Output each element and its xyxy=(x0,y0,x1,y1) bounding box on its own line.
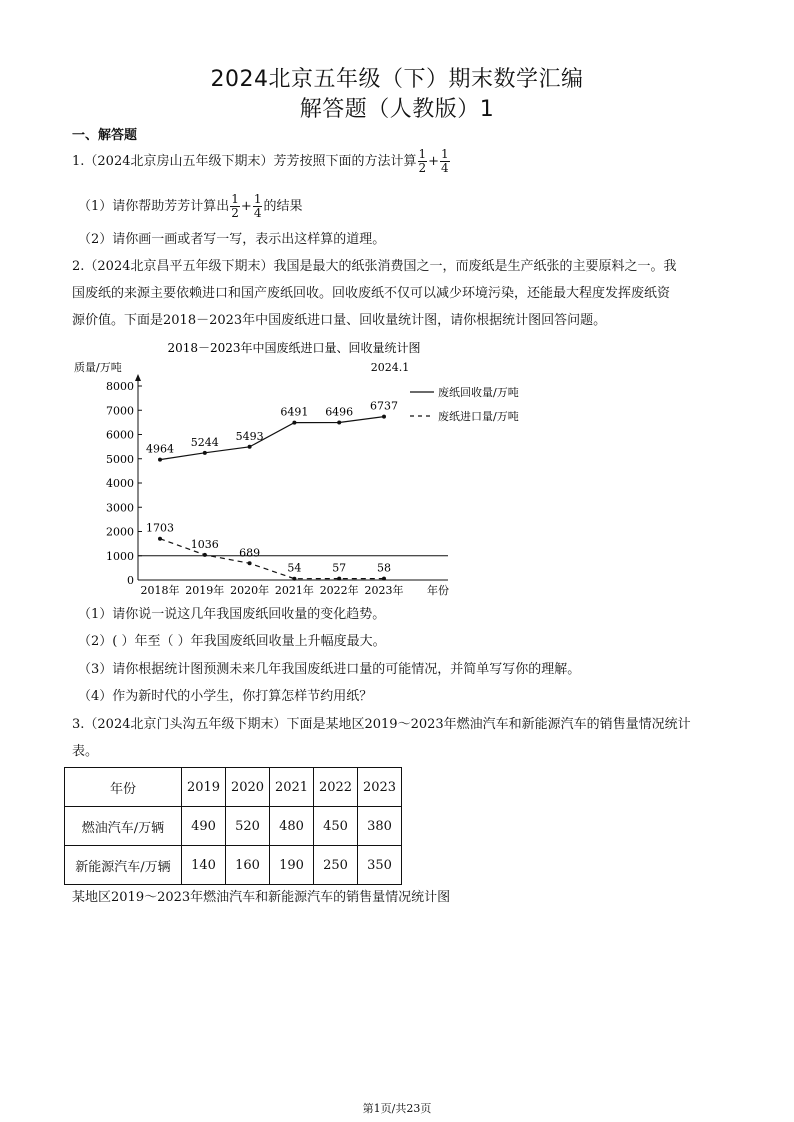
y-axis-arrow xyxy=(135,374,141,381)
table-cell: 2019 xyxy=(182,768,226,807)
table-cell: 520 xyxy=(226,807,270,846)
data-label: 1703 xyxy=(146,521,174,535)
section-heading: 一、解答题 xyxy=(72,128,138,143)
data-point xyxy=(158,537,162,541)
q2-para-line: 2.（2024北京昌平五年级下期末）我国是最大的纸张消费国之一，而废纸是生产纸张的主要原料之一。我 xyxy=(72,259,677,274)
table-cell: 190 xyxy=(270,846,314,885)
q1-sub2: （2）请你画一画或者写一写，表示出这样算的道理。 xyxy=(78,232,386,247)
page-title: 2024北京五年级（下）期末数学汇编 xyxy=(210,67,584,92)
data-point xyxy=(292,577,296,581)
q2-para-line: 国废纸的来源主要依赖进口和国产废纸回收。回收废纸不仅可以减少环境污染，还能最大程度发挥废纸资 xyxy=(72,286,671,301)
page-subtitle: 解答题（人教版）1 xyxy=(299,97,495,122)
y-tick-label: 3000 xyxy=(106,501,134,515)
x-tick-label: 2020年 xyxy=(230,584,270,597)
data-point xyxy=(337,420,341,424)
table-cell: 2023 xyxy=(358,768,402,807)
q3-para-line: 3.（2024北京门头沟五年级下期末）下面是某地区2019～2023年燃油汽车和新能源汽车的销售量情况统计 xyxy=(72,717,691,732)
fraction: $\frac{1}{2}$ xyxy=(231,192,239,220)
data-label: 6737 xyxy=(370,399,398,413)
table-cell: 2022 xyxy=(314,768,358,807)
data-label: 57 xyxy=(332,561,347,575)
q2-sub3: （3）请你根据统计图预测未来几年我国废纸进口量的可能情况，并简单写写你的理解。 xyxy=(78,662,581,677)
y-axis-label: 质量/万吨 xyxy=(74,361,122,374)
table-cell: 450 xyxy=(314,807,358,846)
x-tick-label: 2019年 xyxy=(185,584,225,597)
table-cell: 350 xyxy=(358,846,402,885)
fraction: $\frac{1}{2}$ xyxy=(418,147,427,175)
table-row xyxy=(65,807,402,846)
q2-sub4: （4）作为新时代的小学生，你打算怎样节约用纸？ xyxy=(78,689,373,704)
table-cell: 160 xyxy=(226,846,270,885)
table-cell: 140 xyxy=(182,846,226,885)
q1-statement xyxy=(72,148,451,175)
table-cell: 490 xyxy=(182,807,226,846)
data-label: 58 xyxy=(377,561,391,575)
data-point xyxy=(382,577,386,581)
table-cell: 480 xyxy=(270,807,314,846)
y-tick-label: 5000 xyxy=(106,452,134,466)
x-tick-label: 2023年 xyxy=(364,584,404,597)
table-cell: 年份 xyxy=(65,768,182,807)
data-point xyxy=(382,415,386,419)
data-point xyxy=(248,445,252,449)
data-point xyxy=(203,553,207,557)
fraction: $\frac{1}{4}$ xyxy=(253,192,262,220)
data-point xyxy=(292,421,296,425)
q2-para-line: 源价值。下面是2018－2023年中国废纸进口量、回收量统计图，请你根据统计图回答问题。 xyxy=(72,313,607,328)
plus-sign: + xyxy=(428,154,440,169)
data-point xyxy=(203,451,207,455)
fraction: $\frac{1}{4}$ xyxy=(441,147,449,175)
table-row xyxy=(65,846,402,885)
y-tick-label: 0 xyxy=(127,574,134,587)
x-tick-label: 2022年 xyxy=(319,584,359,597)
chart-subtitle: 2024.1 xyxy=(370,361,410,374)
q2-sub2: （2）( ）年至（ ）年我国废纸回收量上升幅度最大。 xyxy=(78,634,386,649)
data-point xyxy=(248,561,252,565)
data-label: 6491 xyxy=(280,405,309,419)
q3-para-line: 表。 xyxy=(72,744,99,759)
legend-label: 废纸回收量/万吨 xyxy=(438,386,519,399)
q1-sub1: （1）请你帮助芳芳计算出 $\frac{1}{2}$ + $\frac{1}{4}$ 的结果 xyxy=(78,192,303,220)
table-cell: 380 xyxy=(358,807,402,846)
page-number: 第1页/共23页 xyxy=(362,1102,432,1115)
chart-title: 2018－2023年中国废纸进口量、回收量统计图 xyxy=(167,341,421,355)
paper-line-chart xyxy=(0,335,794,603)
table-header-row xyxy=(65,768,402,807)
table-cell: 2021 xyxy=(270,768,314,807)
q1-prefix: 1.（2024北京房山五年级下期末）芳芳按照下面的方法计算 xyxy=(72,154,417,169)
y-tick-label: 7000 xyxy=(106,404,134,418)
table-cell: 燃油汽车/万辆 xyxy=(65,807,182,846)
x-tick-label: 2018年 xyxy=(140,584,180,597)
y-tick-label: 2000 xyxy=(106,525,134,539)
data-label: 1036 xyxy=(190,537,219,551)
y-tick-label: 6000 xyxy=(106,428,134,442)
data-label: 54 xyxy=(287,561,302,575)
chart-caption: 某地区2019～2023年燃油汽车和新能源汽车的销售量情况统计图 xyxy=(72,890,451,905)
data-point xyxy=(158,458,162,462)
table-cell: 250 xyxy=(314,846,358,885)
sales-table xyxy=(64,767,402,885)
data-label: 5493 xyxy=(235,429,264,443)
x-axis-label: 年份 xyxy=(427,584,449,597)
data-label: 6496 xyxy=(325,405,354,419)
y-tick-label: 4000 xyxy=(106,477,134,490)
x-tick-label: 2021年 xyxy=(274,584,314,597)
data-label: 689 xyxy=(239,546,261,560)
table-cell: 新能源汽车/万辆 xyxy=(65,846,182,885)
table-cell: 2020 xyxy=(226,768,270,807)
data-label: 5244 xyxy=(190,435,219,449)
q2-sub1: （1）请你说一说这几年我国废纸回收量的变化趋势。 xyxy=(78,607,386,622)
legend-label: 废纸进口量/万吨 xyxy=(438,410,519,423)
y-tick-label: 1000 xyxy=(106,549,134,563)
y-tick-label: 8000 xyxy=(106,380,134,393)
data-label: 4964 xyxy=(146,442,174,456)
data-point xyxy=(337,577,341,581)
